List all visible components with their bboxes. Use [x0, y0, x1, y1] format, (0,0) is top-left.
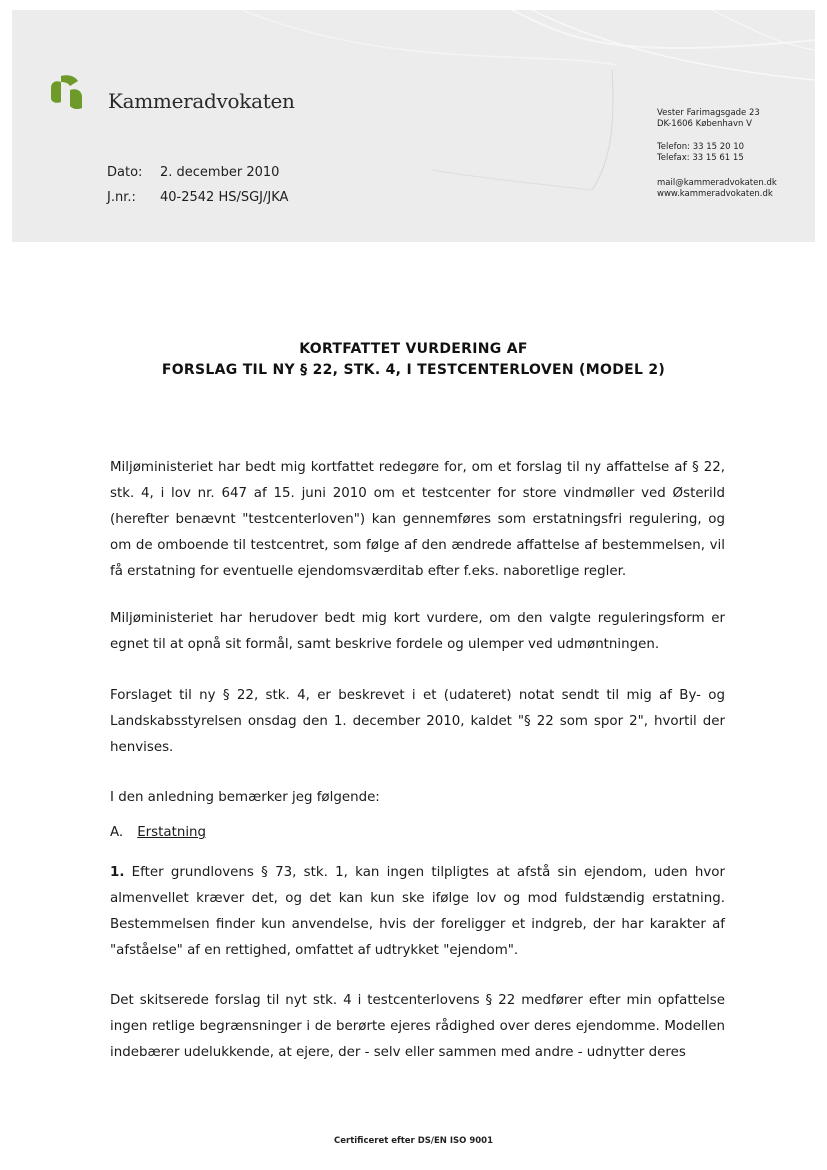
website-address: www.kammeradvokaten.dk [657, 189, 773, 199]
fax-number: Telefax: 33 15 61 15 [657, 153, 744, 163]
address-street: Vester Farimagsgade 23 [657, 108, 760, 118]
contact-block [657, 178, 777, 200]
reference-line [107, 190, 288, 205]
paragraph-point-1 [110, 860, 725, 964]
paragraph-remarks: I den anledning bemærker jeg følgende: [110, 790, 380, 805]
email-address: mail@kammeradvokaten.dk [657, 178, 777, 188]
address-block [657, 108, 760, 130]
section-letter: A. [110, 825, 124, 840]
address-city: DK-1606 København V [657, 119, 752, 129]
section-title: Erstatning [137, 825, 207, 840]
phone-block [657, 142, 744, 164]
reference-label: J.nr.: [107, 190, 136, 205]
point-1-text: Efter grundlovens § 73, stk. 1, kan ingen tilpligtes at afstå sin ejendom, uden hvor almenvellet kræver det, og det kan kun ske ifølge lov og mod fuldstændig erstatning. Bestemmelsen finder kun anvendelse, hvis der foreligger et indgreb, der har karakter af "afståelse" af en rettighed, omfattet af udtrykket "ejendom". [110, 865, 725, 958]
section-heading [110, 825, 206, 840]
reference-value: 40-2542 HS/SGJ/JKA [160, 190, 289, 205]
point-number: 1. [110, 865, 125, 880]
certification-footer: Certificeret efter DS/EN ISO 9001 [334, 1136, 493, 1146]
document-title-line1: KORTFATTET VURDERING AF [299, 341, 528, 357]
logo-mark-icon [48, 72, 92, 112]
paragraph-proposal-effect: Det skitserede forslag til nyt stk. 4 i testcenterlovens § 22 medfører efter min opfattelse ingen retlige begrænsninger i de berørte ejeres rådighed over deres ejendomme. Modellen indebærer udelukkende, at ejere, der - selv eller sammen med andre - udnytter deres [110, 993, 725, 1060]
document-title-line2: FORSLAG TIL NY § 22, STK. 4, I TESTCENTERLOVEN (MODEL 2) [161, 362, 666, 378]
date-label: Dato: [107, 165, 143, 180]
phone-number: Telefon: 33 15 20 10 [657, 142, 745, 152]
paragraph-request: Miljøministeriet har bedt mig kortfattet redegøre for, om et forslag til ny affattelse af § 22, stk. 4, i lov nr. 647 af 15. juni 2010 om et testcenter for store vindmøller ved Østerild (herefter benævnt "testcenterloven") kan gennemføres som erstatningsfri regulering, og om de omboende til testcentret, som følge af den ændrede affattelse af bestemmelsen, vil få erstatning for eventuelle ejendomsværditab efter f.eks. naboretlige regler. [110, 460, 725, 579]
brand-name: Kammeradvokaten [108, 89, 295, 113]
paragraph-proposal: Forslaget til ny § 22, stk. 4, er beskrevet i et (udateret) notat sendt til mig af By- og Landskabsstyrelsen onsdag den 1. december 2010, kaldet "§ 22 som spor 2", hvortil der henvises. [110, 688, 725, 755]
date-line [107, 165, 279, 180]
paragraph-assessment: Miljøministeriet har herudover bedt mig kort vurdere, om den valgte reguleringsform er egnet til at opnå sit formål, samt beskrive fordele og ulemper ved udmøntningen. [110, 611, 725, 652]
kammeradvokaten-logo [48, 72, 92, 116]
date-value: 2. december 2010 [160, 165, 280, 180]
